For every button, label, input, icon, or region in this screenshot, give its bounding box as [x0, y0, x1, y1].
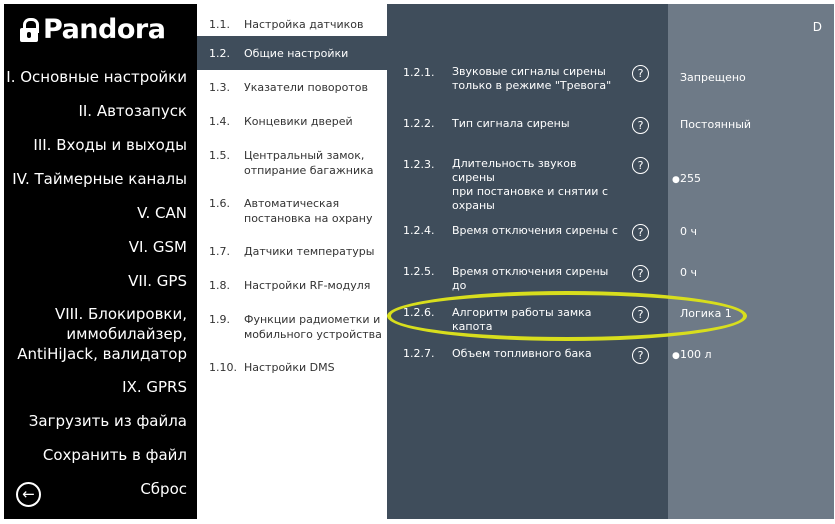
- submenu-item-num: 1.5.: [209, 149, 230, 162]
- setting-label: Тип сигнала сирены: [452, 117, 570, 130]
- submenu-item-num: 1.4.: [209, 115, 230, 128]
- back-arrow-icon[interactable]: ←: [16, 482, 41, 507]
- main-menu-can[interactable]: V. CAN: [137, 204, 187, 222]
- app-window: [4, 4, 834, 519]
- value-fuel-tank[interactable]: 100 л: [680, 348, 712, 361]
- submenu-item-label: Концевики дверей: [244, 115, 353, 128]
- setting-label: Объем топливного бака: [452, 347, 592, 360]
- setting-num: 1.2.7.: [403, 347, 435, 360]
- setting-num: 1.2.1.: [403, 66, 435, 79]
- settings-panel: [387, 4, 668, 519]
- main-menu-gps[interactable]: VII. GPS: [128, 272, 187, 290]
- logo-text: Pandora: [43, 14, 166, 45]
- submenu-item-label: Настройки RF-модуля: [244, 279, 371, 292]
- save-to-file-button[interactable]: Сохранить в файл: [42, 446, 187, 464]
- corner-letter: D: [812, 20, 822, 34]
- submenu-item-num: 1.1.: [209, 18, 230, 31]
- submenu-item-num: 1.8.: [209, 279, 230, 292]
- submenu-item-label: Настройки DMS: [244, 361, 335, 374]
- submenu-item-label: Общие настройки: [244, 47, 349, 60]
- pandora-logo: [20, 16, 165, 44]
- submenu-item-label: Автоматическая постановка на охрану: [244, 197, 373, 225]
- submenu-item-temperature[interactable]: [197, 234, 387, 268]
- setting-label: Алгоритм работы замка капота: [452, 306, 592, 333]
- help-icon[interactable]: ?: [632, 65, 649, 82]
- help-icon[interactable]: ?: [632, 265, 649, 282]
- load-from-file-button[interactable]: Загрузить из файла: [28, 412, 187, 430]
- setting-label: Время отключения сирены с: [452, 224, 618, 237]
- help-icon[interactable]: ?: [632, 117, 649, 134]
- values-panel: [668, 4, 834, 519]
- submenu-item-rf-module[interactable]: [197, 268, 387, 302]
- value-siren-alarm-only[interactable]: Запрещено: [680, 71, 746, 84]
- submenu-item-num: 1.9.: [209, 313, 230, 326]
- value-bullet-icon: ●: [672, 351, 680, 361]
- setting-num: 1.2.4.: [403, 224, 435, 237]
- submenu-item-auto-arming[interactable]: [197, 186, 387, 234]
- main-menu-timer-channels[interactable]: IV. Таймерные каналы: [12, 170, 187, 188]
- value-hood-lock-logic[interactable]: Логика 1: [680, 307, 732, 320]
- setting-label: Длительность звуков сирены при постановке и снятии с охраны: [452, 157, 609, 212]
- submenu-item-num: 1.10.: [209, 361, 237, 374]
- submenu-item-label: Центральный замок, отпирание багажника: [244, 149, 374, 177]
- submenu-item-general[interactable]: [197, 36, 387, 70]
- help-icon[interactable]: ?: [632, 306, 649, 323]
- submenu-item-num: 1.6.: [209, 197, 230, 210]
- value-siren-type[interactable]: Постоянный: [680, 118, 752, 131]
- submenu-item-door-switches[interactable]: [197, 104, 387, 138]
- main-menu-immobilizer[interactable]: VIII. Блокировки, иммобилайзер, AntiHiJack, валидатор: [17, 305, 187, 363]
- submenu-item-label: Указатели поворотов: [244, 81, 368, 94]
- submenu-item-central-lock[interactable]: [197, 138, 387, 186]
- submenu-item-num: 1.3.: [209, 81, 230, 94]
- submenu-item-radio-tag[interactable]: [197, 302, 387, 350]
- setting-num: 1.2.2.: [403, 117, 435, 130]
- submenu-item-label: Датчики температуры: [244, 245, 375, 258]
- submenu-item-turn-signals[interactable]: [197, 70, 387, 104]
- submenu-item-label: Настройка датчиков: [244, 18, 364, 31]
- submenu-item-num: 1.2.: [209, 47, 230, 60]
- reset-button[interactable]: Сброс: [140, 480, 187, 498]
- help-icon[interactable]: ?: [632, 157, 649, 174]
- help-icon[interactable]: ?: [632, 224, 649, 241]
- main-sidebar: [4, 4, 197, 519]
- value-siren-off-until[interactable]: 0 ч: [680, 266, 697, 279]
- main-menu-autostart[interactable]: II. Автозапуск: [78, 102, 187, 120]
- submenu-panel: [197, 4, 387, 519]
- main-menu-basic-settings[interactable]: I. Основные настройки: [6, 68, 187, 86]
- main-menu-inputs-outputs[interactable]: III. Входы и выходы: [33, 136, 187, 154]
- submenu-item-dms[interactable]: [197, 350, 387, 384]
- setting-num: 1.2.5.: [403, 265, 435, 278]
- setting-num: 1.2.6.: [403, 306, 435, 319]
- help-icon[interactable]: ?: [632, 347, 649, 364]
- main-menu-gprs[interactable]: IX. GPRS: [122, 378, 187, 396]
- value-siren-duration[interactable]: 255: [680, 172, 701, 185]
- value-siren-off-from[interactable]: 0 ч: [680, 225, 697, 238]
- submenu-item-num: 1.7.: [209, 245, 230, 258]
- setting-label: Звуковые сигналы сирены только в режиме "Тревога": [452, 65, 612, 92]
- lock-icon: [20, 18, 38, 42]
- setting-label: Время отключения сирены до: [452, 265, 609, 292]
- submenu-item-label: Функции радиометки и мобильного устройства: [244, 313, 382, 341]
- setting-num: 1.2.3.: [403, 158, 435, 171]
- value-bullet-icon: ●: [672, 175, 680, 185]
- main-menu-gsm[interactable]: VI. GSM: [128, 238, 187, 256]
